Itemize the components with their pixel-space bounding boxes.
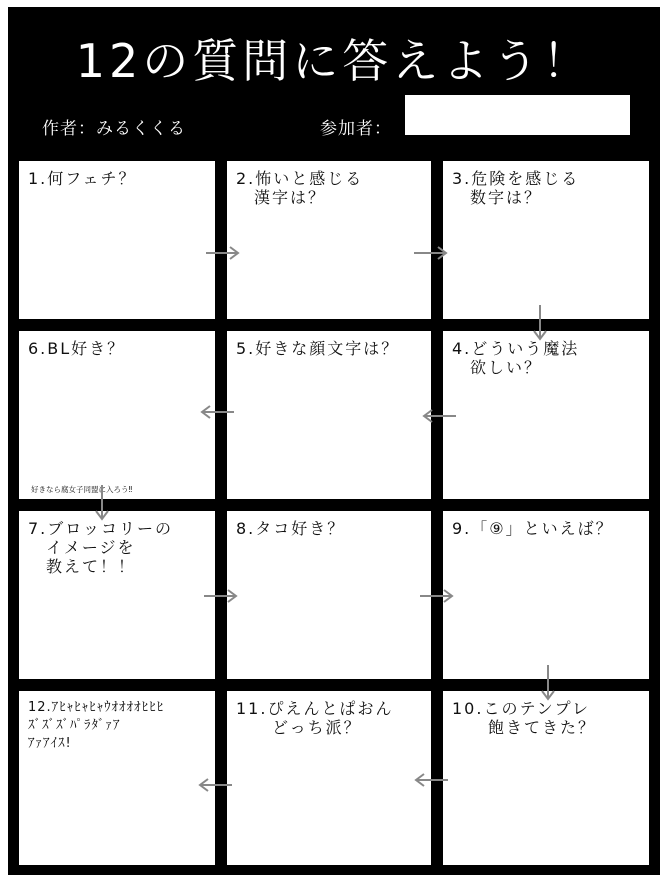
question-cell-7[interactable] [19, 511, 215, 679]
question-text-4: 4.どういう魔法 欲しい？ [452, 339, 580, 377]
participant-label: 参加者： [320, 119, 392, 139]
question-cell-11[interactable] [227, 691, 431, 865]
question-text-6: 6.BL好き？ [28, 339, 126, 358]
arrow-left-icon [420, 408, 458, 424]
participant-input[interactable] [405, 95, 630, 135]
question-text-1: 1.何フェチ？ [28, 169, 137, 188]
question-cell-2[interactable] [227, 161, 431, 319]
question-text-3: 3.危険を感じる 数字は？ [452, 169, 580, 207]
question-cell-6[interactable] [19, 331, 215, 499]
arrow-left-icon [196, 777, 234, 793]
question-cell-8[interactable] [227, 511, 431, 679]
arrow-right-icon [418, 588, 456, 604]
arrow-left-icon [412, 772, 450, 788]
question-cell-4[interactable] [443, 331, 649, 499]
arrow-right-icon [202, 588, 240, 604]
question-cell-3[interactable] [443, 161, 649, 319]
author-label: 作者：みるくくる [42, 119, 186, 139]
question-text-12: 12.ｱﾋｬﾋｬﾋｬｳｵｵｵｵﾋﾋﾋ ｽﾞｽﾞｽﾞﾊﾟﾗﾀﾞｧｱ ｱｧｱｲｽ! [28, 700, 165, 751]
arrow-right-icon [204, 245, 242, 261]
question-cell-10[interactable] [443, 691, 649, 865]
question-cell-1[interactable] [19, 161, 215, 319]
question-note-6: 好きなら腐女子同盟に入ろう‼ [31, 485, 133, 494]
question-cell-12[interactable] [19, 691, 215, 865]
page-title: 12の質問に答えよう！ [75, 34, 593, 88]
question-text-7: 7.ブロッコリーの イメージを 教えて！！ [28, 519, 173, 576]
question-text-9: 9.「⑨」といえば？ [452, 519, 614, 538]
question-text-5: 5.好きな顔文字は？ [236, 339, 400, 358]
question-text-8: 8.タコ好き？ [236, 519, 346, 538]
question-text-11: 11.ぴえんとぱおん どっち派？ [236, 699, 394, 737]
arrow-left-icon [198, 404, 236, 420]
arrow-down-icon [532, 303, 548, 343]
arrow-right-icon [412, 245, 450, 261]
arrow-down-icon [540, 663, 556, 703]
question-cell-9[interactable] [443, 511, 649, 679]
template-sheet [8, 7, 660, 875]
arrow-down-icon [94, 483, 110, 523]
question-cell-5[interactable] [227, 331, 431, 499]
question-text-2: 2.怖いと感じる 漢字は？ [236, 169, 364, 207]
question-text-10: 10.このテンプレ 飽きてきた？ [452, 699, 597, 737]
